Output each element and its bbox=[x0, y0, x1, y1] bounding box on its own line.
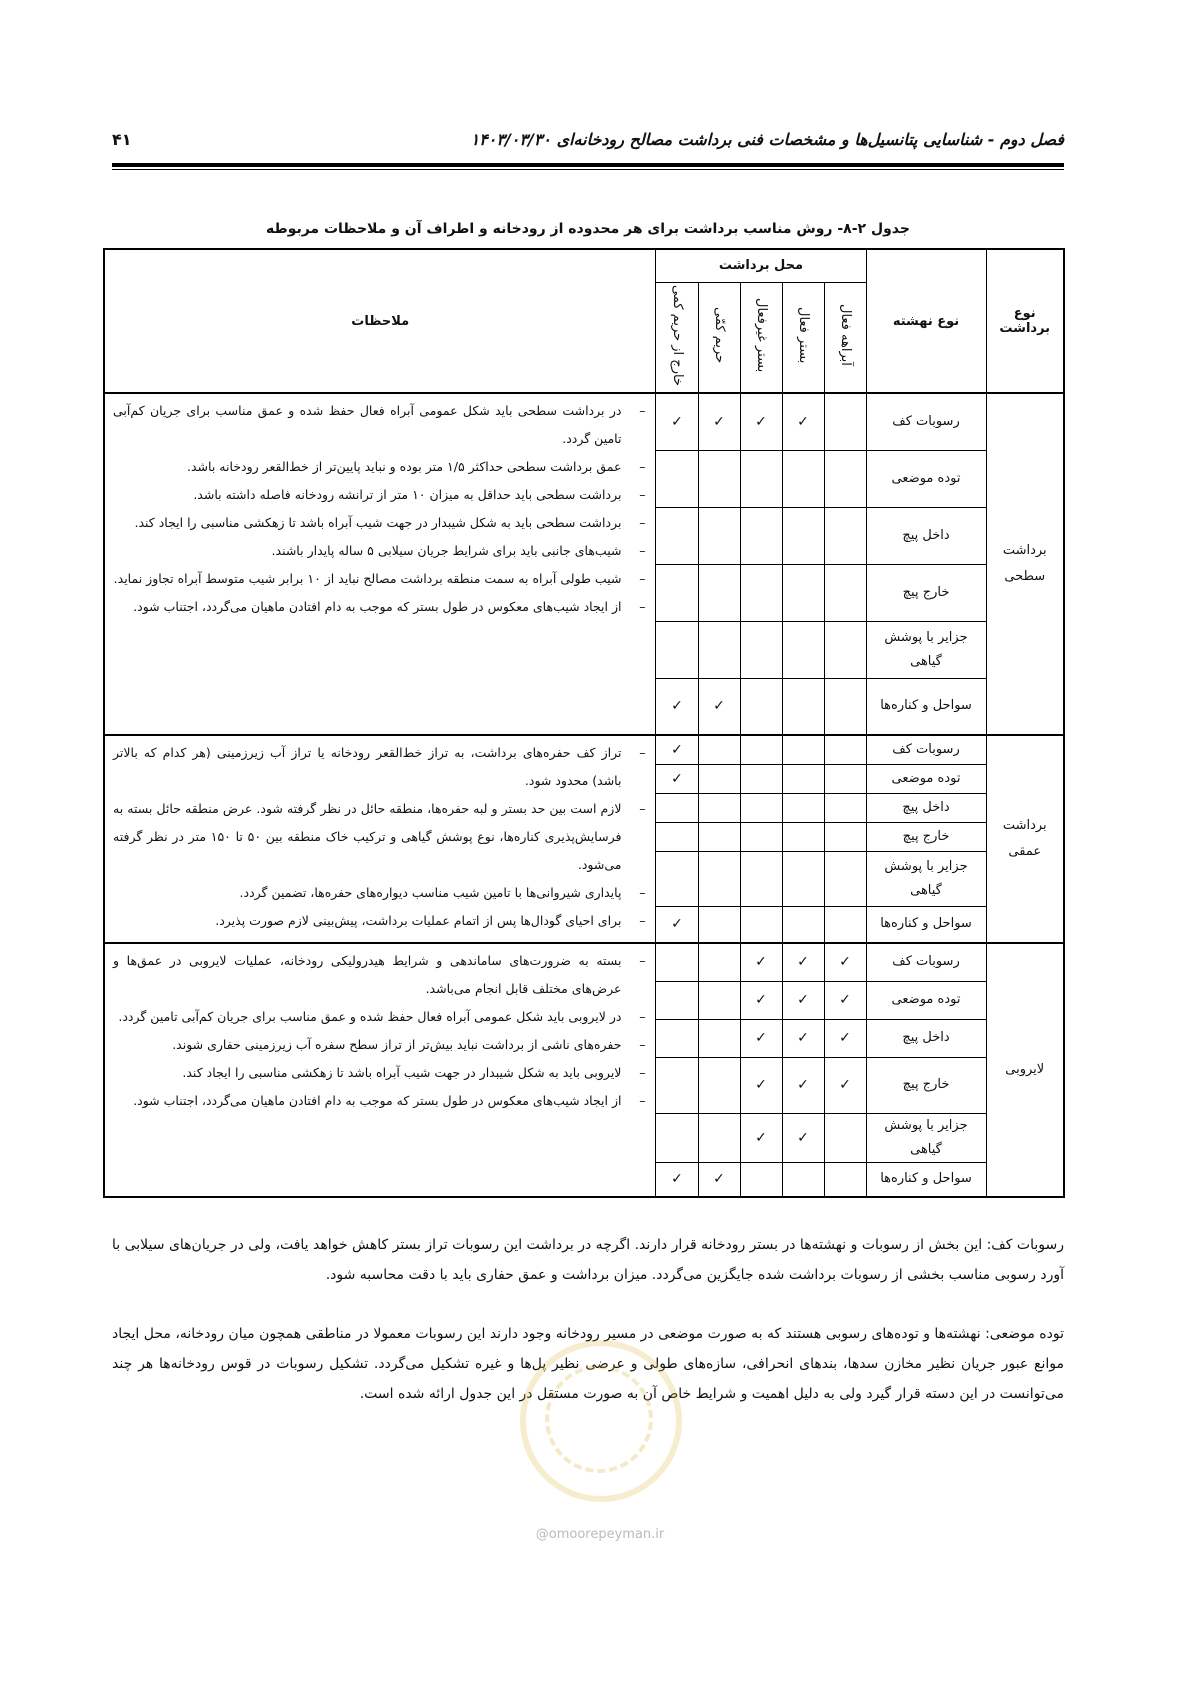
mark-cell bbox=[824, 793, 866, 822]
extraction-table bbox=[103, 248, 1065, 1198]
note-item: – برداشت سطحی باید حداقل به میزان ۱۰ متر از ترانشه رودخانه فاصله داشته باشد. bbox=[113, 481, 649, 509]
notes-list bbox=[113, 739, 649, 935]
mark-cell bbox=[824, 851, 866, 906]
mark-cell: ✓ bbox=[782, 1019, 824, 1057]
deposit-cell: داخل پیچ bbox=[866, 1019, 986, 1057]
mark-cell bbox=[740, 735, 782, 764]
mark-cell bbox=[782, 906, 824, 943]
mark-cell bbox=[740, 764, 782, 793]
note-item: – حفره‌های ناشی از برداشت نباید بیش‌تر از تراز سطح سفره آب زیرزمینی حفاری شوند. bbox=[113, 1031, 649, 1059]
header-loc-0: آبراهه فعال bbox=[824, 282, 866, 393]
mark-cell bbox=[656, 507, 698, 564]
mark-cell bbox=[740, 507, 782, 564]
note-item: – در لایروبی باید شکل عمومی آبراه فعال حفظ شده و عمق مناسب برای جریان کم‌آبی تامین گردد. bbox=[113, 1003, 649, 1031]
note-item: – برای احیای گودال‌ها پس از اتمام عملیات برداشت، پیش‌بینی لازم صورت پذیرد. bbox=[113, 907, 649, 935]
mark-cell: ✓ bbox=[656, 1162, 698, 1197]
notes-list bbox=[113, 397, 649, 621]
deposit-cell: جزایر با پوشش گیاهی bbox=[866, 851, 986, 906]
deposit-cell: داخل پیچ bbox=[866, 793, 986, 822]
mark-cell bbox=[740, 450, 782, 507]
method-cell: برداشت سطحی bbox=[986, 393, 1064, 735]
note-item: – تراز کف حفره‌های برداشت، به تراز خط‌القعر رودخانه یا تراز آب زیرزمینی (هر کدام که بالاتر باشد) محدود شود. bbox=[113, 739, 649, 795]
note-item: – عمق برداشت سطحی حداکثر ۱/۵ متر بوده و نباید پایین‌تر از خط‌القعر رودخانه باشد. bbox=[113, 453, 649, 481]
mark-cell bbox=[740, 851, 782, 906]
header-location: محل برداشت bbox=[656, 249, 866, 282]
chapter-title: فصل دوم - شناسایی پتانسیل‌ها و مشخصات فنی برداشت مصالح رودخانه‌ای ۱۴۰۳/۰۳/۳۰ bbox=[470, 130, 1064, 149]
mark-cell bbox=[824, 1113, 866, 1162]
mark-cell: ✓ bbox=[824, 981, 866, 1019]
mark-cell bbox=[698, 564, 740, 621]
note-item: – در برداشت سطحی باید شکل عمومی آبراه فعال حفظ شده و عمق مناسب برای جریان کم‌آبی تامین گردد. bbox=[113, 397, 649, 453]
mark-cell: ✓ bbox=[656, 393, 698, 450]
mark-cell bbox=[656, 621, 698, 678]
header-rule-thick bbox=[112, 163, 1064, 167]
mark-cell bbox=[824, 906, 866, 943]
deposit-cell: سواحل و کناره‌ها bbox=[866, 906, 986, 943]
deposit-cell: جزایر با پوشش گیاهی bbox=[866, 621, 986, 678]
mark-cell bbox=[656, 793, 698, 822]
mark-cell bbox=[698, 1019, 740, 1057]
deposit-cell: سواحل و کناره‌ها bbox=[866, 678, 986, 735]
mark-cell bbox=[656, 450, 698, 507]
mark-cell: ✓ bbox=[782, 393, 824, 450]
mark-cell bbox=[782, 822, 824, 851]
header-notes: ملاحظات bbox=[104, 249, 656, 393]
mark-cell: ✓ bbox=[740, 1113, 782, 1162]
paragraph-bed-sediments: رسوبات کف: این بخش از رسوبات و نهشته‌ها در بستر رودخانه قرار دارند. اگرچه در برداشت این رسوبات تراز بستر کاهش خواهد یافت، ولی در جریان‌های سیلابی با آورد رسوبی مناسب بخشی از رسوبات برداشت شده جایگزین می‌گردد. میزان برداشت و عمق حفاری باید با دقت محاسبه شود. bbox=[112, 1237, 1064, 1283]
deposit-cell: جزایر با پوشش گیاهی bbox=[866, 1113, 986, 1162]
mark-cell bbox=[740, 906, 782, 943]
header-rule-thin bbox=[112, 169, 1064, 170]
mark-cell: ✓ bbox=[698, 678, 740, 735]
deposit-cell: خارج پیچ bbox=[866, 1057, 986, 1113]
deposit-cell: توده موضعی bbox=[866, 981, 986, 1019]
header-loc-1: بستر فعال bbox=[782, 282, 824, 393]
page-number: ۴۱ bbox=[112, 130, 132, 149]
mark-cell bbox=[782, 851, 824, 906]
mark-cell: ✓ bbox=[824, 943, 866, 981]
mark-cell: ✓ bbox=[656, 735, 698, 764]
mark-cell: ✓ bbox=[782, 1057, 824, 1113]
mark-cell bbox=[782, 1162, 824, 1197]
mark-cell bbox=[698, 851, 740, 906]
mark-cell: ✓ bbox=[656, 906, 698, 943]
mark-cell bbox=[740, 793, 782, 822]
mark-cell bbox=[824, 1162, 866, 1197]
mark-cell bbox=[656, 1057, 698, 1113]
header-loc-2: بستر غیرفعال bbox=[740, 282, 782, 393]
note-item: – از ایجاد شیب‌های معکوس در طول بستر که موجب به دام افتادن ماهیان می‌گردد، اجتناب شود. bbox=[113, 593, 649, 621]
mark-cell: ✓ bbox=[824, 1019, 866, 1057]
deposit-cell: رسوبات کف bbox=[866, 943, 986, 981]
mark-cell bbox=[824, 450, 866, 507]
mark-cell: ✓ bbox=[698, 1162, 740, 1197]
deposit-cell: خارج پیچ bbox=[866, 564, 986, 621]
mark-cell bbox=[824, 822, 866, 851]
mark-cell bbox=[698, 793, 740, 822]
mark-cell bbox=[740, 678, 782, 735]
mark-cell bbox=[782, 507, 824, 564]
mark-cell bbox=[656, 851, 698, 906]
mark-cell: ✓ bbox=[824, 1057, 866, 1113]
mark-cell bbox=[782, 564, 824, 621]
mark-cell: ✓ bbox=[656, 764, 698, 793]
notes-cell bbox=[104, 943, 656, 1197]
deposit-cell: توده موضعی bbox=[866, 764, 986, 793]
mark-cell bbox=[698, 822, 740, 851]
deposit-cell: داخل پیچ bbox=[866, 507, 986, 564]
deposit-cell: خارج پیچ bbox=[866, 822, 986, 851]
header-deposit: نوع نهشته bbox=[866, 249, 986, 393]
note-item: – از ایجاد شیب‌های معکوس در طول بستر که موجب به دام افتادن ماهیان می‌گردد، اجتناب شود. bbox=[113, 1087, 649, 1115]
note-item: – شیب طولی آبراه به سمت منطقه برداشت مصالح نباید از ۱۰ برابر شیب متوسط آبراه تجاوز نماید. bbox=[113, 565, 649, 593]
mark-cell: ✓ bbox=[698, 393, 740, 450]
mark-cell bbox=[656, 1113, 698, 1162]
header-loc-4: خارج از حریم کمی bbox=[656, 282, 698, 393]
page-header bbox=[112, 130, 1064, 158]
method-cell: برداشت عمقی bbox=[986, 735, 1064, 943]
deposit-cell: رسوبات کف bbox=[866, 735, 986, 764]
notes-list bbox=[113, 947, 649, 1115]
watermark-text: @omoorepeyman.ir bbox=[535, 1527, 665, 1542]
mark-cell bbox=[698, 1113, 740, 1162]
mark-cell: ✓ bbox=[782, 981, 824, 1019]
mark-cell bbox=[740, 822, 782, 851]
mark-cell bbox=[656, 943, 698, 981]
header-method: نوع برداشت bbox=[986, 249, 1064, 393]
mark-cell bbox=[656, 822, 698, 851]
mark-cell bbox=[824, 507, 866, 564]
mark-cell bbox=[698, 1057, 740, 1113]
mark-cell: ✓ bbox=[782, 943, 824, 981]
mark-cell bbox=[656, 1019, 698, 1057]
note-item: – شیب‌های جانبی باید برای شرایط جریان سیلابی ۵ ساله پایدار باشند. bbox=[113, 537, 649, 565]
mark-cell bbox=[740, 564, 782, 621]
paragraph-local-mass: توده موضعی: نهشته‌ها و توده‌های رسوبی هستند که به صورت موضعی در مسیر رودخانه وجود دارند این رسوبات معمولا در مناطقی همچون میان رودخانه، محل ایجاد موانع عبور جریان نظیر مخازن سدها، بندهای انحرافی، سازه‌های طولی و عرضی نظیر پل‌ها و غیره تشکیل می‌گردد. تشکیل رسوبات در قوس رودخانه‌ها هر چند می‌توانست در این دسته قرار گیرد ولی به دلیل اهمیت و شرایط خاص آن به صورت مستقل در این جدول ارائه شده است. bbox=[112, 1326, 1064, 1402]
mark-cell bbox=[698, 450, 740, 507]
mark-cell bbox=[698, 981, 740, 1019]
mark-cell bbox=[698, 621, 740, 678]
notes-cell bbox=[104, 735, 656, 943]
note-item: – بسته به ضرورت‌های ساماندهی و شرایط هیدرولیکی رودخانه، عملیات لایروبی در عمق‌ها و عرض‌های مختلف قابل انجام می‌باشد. bbox=[113, 947, 649, 1003]
mark-cell bbox=[656, 981, 698, 1019]
mark-cell bbox=[782, 621, 824, 678]
mark-cell bbox=[782, 764, 824, 793]
mark-cell bbox=[824, 564, 866, 621]
mark-cell bbox=[824, 735, 866, 764]
mark-cell: ✓ bbox=[740, 393, 782, 450]
deposit-cell: رسوبات کف bbox=[866, 393, 986, 450]
mark-cell bbox=[824, 621, 866, 678]
mark-cell bbox=[824, 393, 866, 450]
mark-cell bbox=[782, 450, 824, 507]
mark-cell bbox=[698, 906, 740, 943]
mark-cell bbox=[656, 564, 698, 621]
table-caption: جدول ۲-۸- روش مناسب برداشت برای هر محدوده از رودخانه و اطراف آن و ملاحظات مربوطه bbox=[266, 221, 910, 237]
note-item: – لازم است بین حد بستر و لبه حفره‌ها، منطقه حائل در نظر گرفته شود. عرض منطقه حائل بسته به فرسایش‌پذیری کناره‌ها، نوع پوشش گیاهی و ترکیب خاک منطقه بین ۵۰ تا ۱۵۰ متر در نظر گرفته می‌شود. bbox=[113, 795, 649, 879]
notes-cell bbox=[104, 393, 656, 735]
note-item: – لایروبی باید به شکل شیبدار در جهت شیب آبراه باشد تا زهکشی مناسبی را ایجاد کند. bbox=[113, 1059, 649, 1087]
mark-cell bbox=[740, 621, 782, 678]
mark-cell bbox=[782, 793, 824, 822]
mark-cell bbox=[782, 735, 824, 764]
note-item: – برداشت سطحی باید به شکل شیبدار در جهت شیب آبراه باشد تا زهکشی مناسبی را ایجاد کند. bbox=[113, 509, 649, 537]
watermark-logo-inner bbox=[545, 1365, 653, 1473]
mark-cell: ✓ bbox=[740, 1057, 782, 1113]
mark-cell bbox=[698, 943, 740, 981]
deposit-cell: سواحل و کناره‌ها bbox=[866, 1162, 986, 1197]
mark-cell: ✓ bbox=[740, 1019, 782, 1057]
mark-cell bbox=[824, 764, 866, 793]
note-item: – پایداری شیروانی‌ها با تامین شیب مناسب دیواره‌های حفره‌ها، تضمین گردد. bbox=[113, 879, 649, 907]
deposit-cell: توده موضعی bbox=[866, 450, 986, 507]
mark-cell bbox=[824, 678, 866, 735]
mark-cell: ✓ bbox=[782, 1113, 824, 1162]
mark-cell bbox=[782, 678, 824, 735]
mark-cell: ✓ bbox=[656, 678, 698, 735]
header-loc-3: حریم کمّی bbox=[698, 282, 740, 393]
mark-cell bbox=[698, 507, 740, 564]
mark-cell bbox=[740, 1162, 782, 1197]
mark-cell: ✓ bbox=[740, 981, 782, 1019]
mark-cell bbox=[698, 764, 740, 793]
mark-cell bbox=[698, 735, 740, 764]
mark-cell: ✓ bbox=[740, 943, 782, 981]
method-cell: لایروبی bbox=[986, 943, 1064, 1197]
